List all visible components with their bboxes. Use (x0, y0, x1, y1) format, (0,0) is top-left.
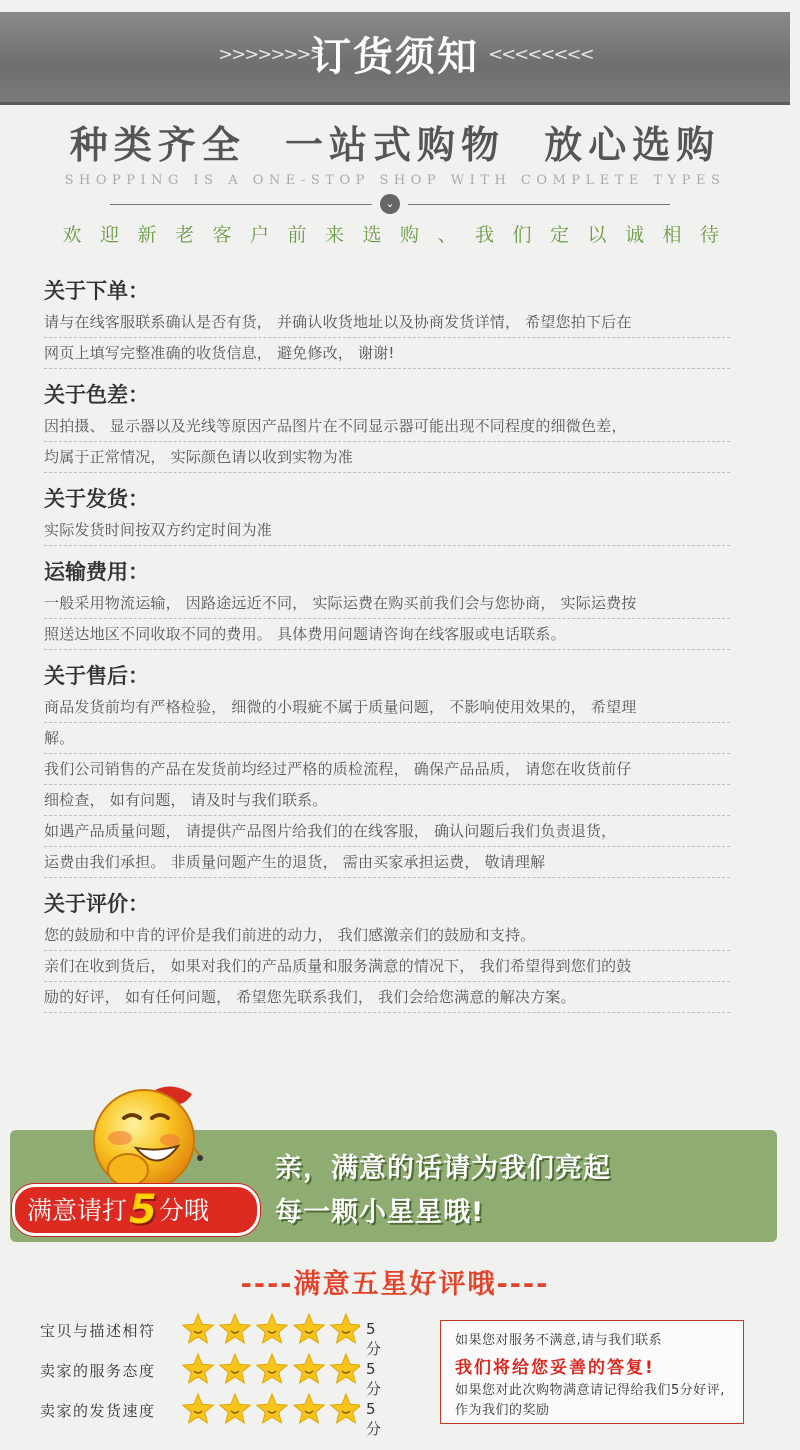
rating-label: 宝贝与描述相符 (40, 1322, 156, 1340)
star-icon (257, 1314, 287, 1343)
star-icon (183, 1394, 213, 1423)
info-line-2: 我们将给您妥善的答复! (455, 1358, 655, 1378)
star-rating (180, 1392, 360, 1428)
section-line: 一般采用物流运输， 因路途远近不同， 实际运费在购买前我们会与您协商， 实际运费按 (44, 588, 730, 619)
rating-score: 5分 (366, 1400, 382, 1438)
rating-label: 卖家的发货速度 (40, 1402, 156, 1420)
section-line: 照送达地区不同收取不同的费用。 具体费用问题请咨询在线客服或电话联系。 (44, 619, 730, 650)
chevron-down-icon: ⌄ (380, 194, 400, 214)
info-line-1: 如果您对服务不满意,请与我们联系 (455, 1333, 663, 1348)
rating-score: 5分 (366, 1360, 382, 1398)
right-arrows-decoration: <<<<<<<< (488, 44, 593, 65)
section-line: 励的好评， 如有任何问题， 希望您先联系我们， 我们会给您满意的解决方案。 (44, 982, 730, 1013)
star-icon (183, 1314, 213, 1343)
notice-list (44, 275, 730, 1013)
section-line: 我们公司销售的产品在发货前均经过严格的质检流程， 确保产品品质， 请您在收货前仔 (44, 754, 730, 785)
section-title: 关于售后： (44, 664, 149, 688)
section-line: 实际发货时间按双方约定时间为准 (44, 515, 730, 546)
section-line: 如遇产品质量问题， 请提供产品图片给我们的在线客服， 确认问题后我们负责退货， (44, 816, 730, 847)
star-icon (257, 1394, 287, 1423)
left-arrows-decoration: >>>>>>>> (218, 44, 323, 65)
section-title: 关于下单： (44, 279, 149, 303)
star-icon (294, 1314, 324, 1343)
banner-line-2: 每一颗小星星哦! (275, 1197, 485, 1228)
pill-text-before: 满意请打 (27, 1196, 128, 1225)
divider-line-left (110, 204, 372, 205)
star-rating (180, 1312, 360, 1348)
star-icon (183, 1354, 213, 1383)
star-icon (220, 1394, 250, 1423)
section-line: 请与在线客服联系确认是否有货， 并确认收货地址以及协商发货详情， 希望您拍下后在 (44, 307, 730, 338)
pill-text-after: 分哦 (158, 1196, 209, 1225)
stars-heading: ----满意五星好评哦---- (240, 1269, 550, 1300)
star-icon (257, 1354, 287, 1383)
rate-five-pill (12, 1184, 260, 1236)
section-line: 商品发货前均有严格检验， 细微的小瑕疵不属于质量问题， 不影响使用效果的， 希望理 (44, 692, 730, 723)
star-icon (294, 1354, 324, 1383)
section-line: 因拍摄、 显示器以及光线等原因产品图片在不同显示器可能出现不同程度的细微色差， (44, 411, 730, 442)
section-title: 关于评价： (44, 892, 149, 916)
section-line: 运费由我们承担。 非质量问题产生的退货， 需由买家承担运费， 敬请理解 (44, 847, 730, 878)
welcome-text: 欢迎新老客户前来选购、我们定以诚相待 (62, 224, 738, 246)
section-line: 亲们在收到货后， 如果对我们的产品质量和服务满意的情况下， 我们希望得到您们的鼓 (44, 951, 730, 982)
smiley-mascot-icon (82, 1078, 212, 1198)
rating-score: 5分 (366, 1320, 382, 1358)
section-line: 解。 (44, 723, 730, 754)
divider-line-right (408, 204, 670, 205)
star-icon (220, 1354, 250, 1383)
section-title: 关于色差： (44, 383, 149, 407)
service-info-box (440, 1320, 744, 1424)
section-line: 网页上填写完整准确的收货信息， 避免修改， 谢谢! (44, 338, 730, 369)
pill-number: 5 (129, 1187, 157, 1233)
star-icon (294, 1394, 324, 1423)
section-line: 均属于正常情况， 实际颜色请以收到实物为准 (44, 442, 730, 473)
banner-line-1: 亲，满意的话请为我们亮起 (275, 1153, 611, 1184)
section-line: 细检查， 如有问题， 请及时与我们联系。 (44, 785, 730, 816)
slogan: 种类齐全 一站式购物 放心选购 (69, 123, 721, 167)
info-line-3: 如果您对此次购物满意请记得给我们5分好评,作为我们的奖励 (455, 1383, 725, 1418)
star-icon (220, 1314, 250, 1343)
rating-label: 卖家的服务态度 (40, 1362, 156, 1380)
section-title: 关于发货： (44, 487, 149, 511)
section-title: 运输费用： (44, 560, 149, 584)
star-icon (331, 1354, 360, 1383)
slogan-english: SHOPPING IS A ONE-STOP SHOP WITH COMPLETE TYPES (64, 173, 726, 188)
star-icon (331, 1314, 360, 1343)
star-icon (331, 1394, 360, 1423)
page-title: 订货须知 (311, 34, 479, 80)
star-rating (180, 1352, 360, 1388)
section-line: 您的鼓励和中肯的评价是我们前进的动力， 我们感激亲们的鼓励和支持。 (44, 920, 730, 951)
